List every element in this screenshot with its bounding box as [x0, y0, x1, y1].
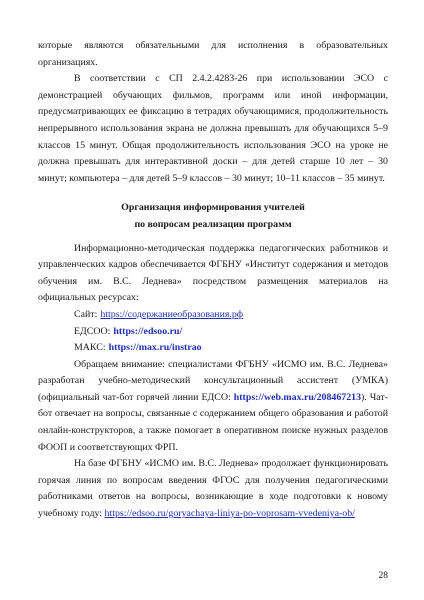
- site-line: [38, 307, 388, 324]
- paragraph-hotline: [38, 456, 388, 522]
- hotline-link[interactable]: https://edsoo.ru/goryachaya-liniya-po-voprosam-vvedeniya-ob/: [104, 508, 355, 520]
- umka-text-start: Обращаем внимание: специалистами ФГБНУ «ИСМО им. В.С. Леднева» разработан учебно-методический консультационный ассистент (УМКА) (официальный чат-бот горячей линии ЕДСО:: [38, 358, 388, 403]
- section-heading: [38, 200, 388, 233]
- paragraph-umka: [38, 357, 388, 457]
- hotline-text: На базе ФГБНУ «ИСМО им. В.С. Леднева» продолжает функционировать горячая линия по вопросам введения ФГОС для получения педагогическими работниками ответов на вопросы, возникающие в ходе подготовки к новому учебному году:: [38, 458, 388, 520]
- paragraph-continuation: которые являются обязательными для исполнения в образовательных организациях.: [38, 40, 388, 68]
- edsoo-line: [38, 324, 388, 341]
- section-heading-line-2: по вопросам реализации программ: [134, 218, 292, 230]
- site-link[interactable]: https://содержаниеобразования.рф: [100, 308, 244, 320]
- max-label: МАКС:: [74, 342, 106, 354]
- umka-text-end: ). Чат-бот отвечает на вопросы, связанные с содержанием общего образования и работой онлайн-конструкторов, а также помогает в оперативном поиске нужных разделов ФООП и соответствующих ФРП.: [38, 391, 388, 453]
- site-label: Сайт:: [74, 308, 98, 320]
- paragraph-support: Информационно-методическая поддержка педагогических работников и управленческих кадров обеспечивается ФГБНУ «Институт содержания и методов обучения им. В.С. Леднева» посредством размещения материалов на официальных ресурсах:: [38, 242, 388, 304]
- page-number: 28: [378, 571, 388, 581]
- section-heading-line-1: Организация информирования учителей: [121, 202, 305, 214]
- chatbot-link[interactable]: https://web.max.ru/208467213: [233, 391, 362, 403]
- edsoo-label: ЕДСОО:: [74, 325, 111, 337]
- page-content: [38, 38, 388, 523]
- paragraph-eso-rules: В соответствии с СП 2.4.2.4283-26 при использовании ЭСО с демонстрацией обучающих фильмов, программ или иной информации, предусматривающих ее фиксацию в тетрадях обучающимися, продолжительность непрерывного использования экрана не должна превышать для обучающихся 5–9 классов 15 минут. Общая продолжительность использования ЭСО на уроке не должна превышать для интерактивной доски – для детей старше 10 лет – 30 минут; компьютера – для детей 5–9 классов – 30 минут; 10–11 классов – 35 минут.: [38, 73, 388, 184]
- edsoo-link[interactable]: https://edsoo.ru/: [113, 325, 183, 337]
- max-line: [38, 340, 388, 357]
- max-link[interactable]: https://max.ru/instrao: [108, 342, 202, 354]
